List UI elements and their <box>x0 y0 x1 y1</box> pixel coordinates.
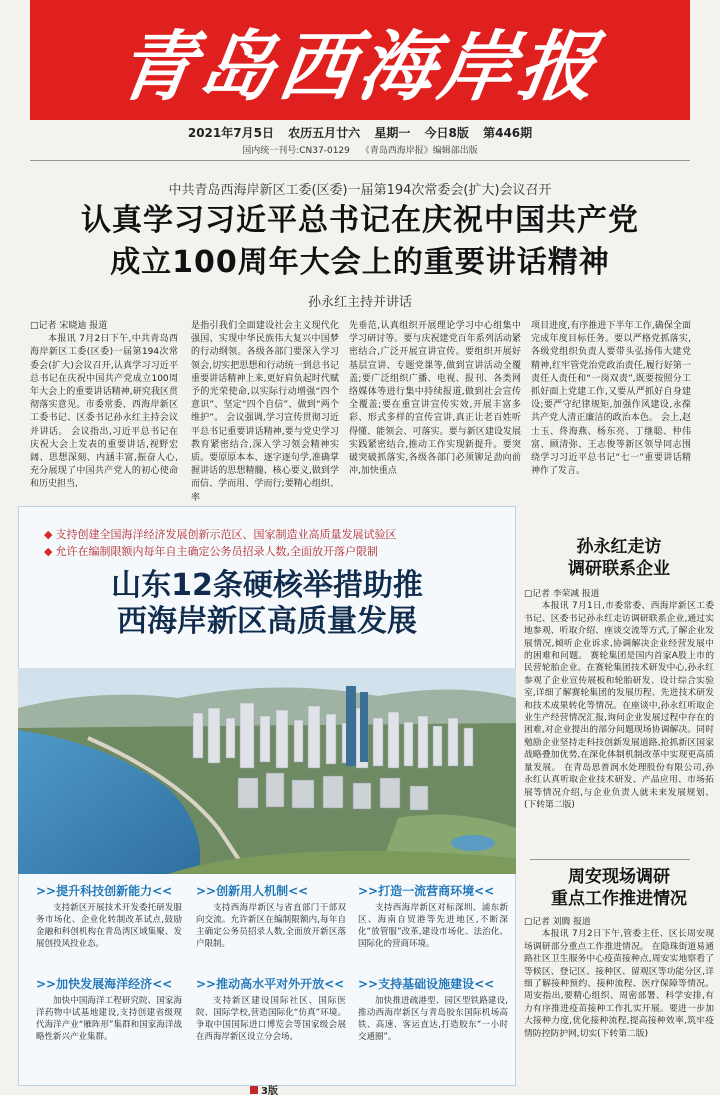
lead-column <box>191 320 339 505</box>
feature-point <box>196 884 346 950</box>
headline-line: 成立100周年大会上的重要讲话精神 <box>110 245 610 280</box>
side-byline: □记者 刘腾 报道 <box>524 917 591 927</box>
square-icon <box>250 1086 258 1094</box>
side-story <box>524 866 714 1040</box>
divider <box>530 859 690 860</box>
point-title: >>提升科技创新能力<< <box>36 884 173 898</box>
side-story-body <box>524 916 714 1040</box>
lead-text: 本报讯 7月2日下午,中共青岛西海岸新区工委(区委)一届第194次常委会(扩大)会议召开,认真学习习近平总书记在庆祝中国共产党成立100周年大会上的重要讲话精神,研究我区贯彻落实意见。市委常委、西海岸新区工委书记、区委书记孙永红主持会议并讲话。 会议指出,习近平总书记在庆祝大会上发表的重要讲话,视野宏阔、思想深刻、内涵丰富,振奋人心,充分展现了中国共产党人的初心使命和历史担当, <box>30 334 178 490</box>
lunar-date: 农历五月廿六 <box>288 126 361 140</box>
side-story-body <box>524 588 714 811</box>
side-byline: □记者 李荣减 报道 <box>524 589 600 599</box>
lead-headline <box>0 200 720 284</box>
date: 2021年7月5日 <box>187 126 274 140</box>
lead-byline: □记者 宋晓迪 报道 <box>30 321 108 331</box>
feature-bullet: ◆ 支持创建全国海洋经济发展创新示范区、国家制造业高质量发展试验区 <box>44 528 397 541</box>
page-count: 今日8版 <box>424 126 469 140</box>
lead-text: 是指引我们全面建设社会主义现代化强国、实现中华民族伟大复兴中国梦的行动纲领。各级各部门要深入学习领会,切实把思想和行动统一到总书记重要讲话精神上来,更好肩负起时代赋予的光荣使命,以实际行动增强“四个意识”、坚定“四个自信”、做到“两个维护”。 会议强调,学习宣传贯彻习近平总书记重要讲话精神,要与党史学习教育紧密结合,深入学习领会精神实质。要原原本本、逐字逐句学,准确掌握讲话的思想精髓、核心要义,做到学而信、学而用、学而行;要精心组织、率 <box>191 321 339 503</box>
point-body: 支持新区开展技术开发委托研发服务市场化、企业化转制改革试点,鼓励金融和科创机构在青岛湾区域集聚、发展创投风投业态。 <box>36 903 182 949</box>
side-text: 本报讯 7月1日,市委常委、西海岸新区工委书记、区委书记孙永红走访调研联系企业,通过实地参观、听取介绍、座谈交流等方式,了解企业发展情况,倾听企业诉求,协调解决企业经营发展中的困难和问题。 赛轮集团是国内首家A股上市的民营轮胎企业。在赛轮集团技术研发中心,孙永红参观了企业宣传展板和轮胎研发、设计综合实验室,详细了解赛轮集团的发展历程、先进技术研发和技术成果转化等情况。在座谈中,孙永红听取企业生产经营情况汇报,询问企业发展过程中存在的困难,对企业提出的部分问题现场协调解决。同时勉励企业坚持走科技创新发展道路,抢抓新区国家战略叠加优势,在深化体制机制改革中实现更高质量发展。 在青岛思普润水处理股份有限公司,孙永红认真听取企业技术研发、产品应用、市场拓展等情况介绍,与企业负责人就未来发展规划、(下转第二版) <box>524 601 714 810</box>
side-text: 本报讯 7月2日下午,管委主任、区长周安现场调研部分重点工作推进情况。 在隐珠街道易通路社区卫生服务中心疫苗接种点,周安实地察看了等候区、登记区、接种区、留观区等功能分区,详细了解接种预约、接种流程、医疗保障等情况。 周安指出,要精心组织、周密部署、科学安排,有力有序推进疫苗接种工作扎实开展。要进一步加大接种力度,优化接种流程,提高接种效率,筑牢疫情防控防护网,切实(下转第二版) <box>524 929 714 1039</box>
registration-info <box>0 143 720 156</box>
feature-bullet: ◆ 允许在编制限额内每年自主确定公务员招录人数,全面放开落户限制 <box>44 545 378 558</box>
side-story-title <box>524 866 714 910</box>
weekday: 星期一 <box>374 126 411 140</box>
lead-column <box>30 320 178 492</box>
point-body: 支持西海岸新区对标深圳、浦东新区、海南自贸港等先进地区,不断深化“放管服”改革,建设市场化、法治化、国际化的营商环境。 <box>358 903 508 949</box>
feature-point <box>36 884 182 950</box>
point-title: >>加快发展海洋经济<< <box>36 977 173 991</box>
point-title: >>推动高水平对外开放<< <box>196 977 345 991</box>
feature-point <box>358 884 508 950</box>
point-body: 支持西海岸新区与省直部门干部双向交流。允许新区在编制限额内,每年自主确定公务员招录人数,全面放开新区落户限制。 <box>196 903 346 949</box>
feature-title <box>18 568 516 640</box>
point-body: 加快推进疏港型、园区型铁路建设,推动西海岸新区与青岛胶东国际机场高铁、高速、客运直达,打造胶东“一小时交通圈”。 <box>358 996 508 1042</box>
feature-title-line: 西海岸新区高质量发展 <box>117 604 417 639</box>
point-title: >>创新用人机制<< <box>196 884 309 898</box>
diamond-icon: ◆ <box>44 545 53 558</box>
side-title-line: 调研联系企业 <box>568 559 670 579</box>
masthead <box>30 0 690 120</box>
aerial-city-photo <box>18 668 516 874</box>
lead-subhead: 孙永红主持并讲话 <box>307 295 412 310</box>
point-body: 支持新区建设国际社区、国际医院、国际学校,营造国际化“仿真”环境。争取中国国际进口博览会等国家级会展在西海岸新区设立分会场。 <box>196 996 346 1042</box>
lead-column <box>531 320 691 478</box>
cn-number: 国内统一刊号:CN37-0129 <box>242 146 350 156</box>
side-title-line: 重点工作推进情况 <box>551 889 687 909</box>
feature-point <box>196 977 346 1043</box>
masthead-title: 青岛西海岸报 <box>112 21 606 111</box>
point-title: >>打造一流营商环境<< <box>358 884 495 898</box>
side-title-line: 周安现场调研 <box>568 867 670 887</box>
side-story <box>524 536 714 811</box>
point-body: 加快中国海洋工程研究院、国家海洋药物中试基地建设,支持创建省级现代海洋产业“雁阵形”集群和国家海洋战略性新兴产业集群。 <box>36 996 182 1042</box>
lead-column <box>349 320 521 478</box>
page-tag: 3版 <box>250 1082 278 1095</box>
diamond-icon: ◆ <box>44 528 53 541</box>
side-title-line: 孙永红走访 <box>576 537 662 557</box>
side-story-title <box>524 536 714 580</box>
lead-text: 项目进度,有序推进下半年工作,确保全面完成年度目标任务。要以严格党抓落实,各级党组织负责人要带头弘扬伟大建党精神,红牢管党治党政治责任,履行好第一责任人责任和“一岗双责”,既要按照分工抓好面上党建工作,又要从严抓好自身建设;要严守纪律规矩,加强作风建设,永葆共产党人清正廉洁的政治本色。 会上,赵士玉、佟海燕、杨东亮、丁继聪、仲伟富、顾清弥、王志俊等新区领导同志围绕学习习近平总书记“七一”重要讲话精神作了发言。 <box>531 321 691 477</box>
lead-text: 先垂范,认真组织开展理论学习中心组集中学习研讨等。要与庆祝建党百年系列活动紧密结合,广泛开展宣讲宣传。要组织开展好基层宣讲、专题党课等,做到宣讲活动全覆盖;要广泛组织广播、电视、报刊、各类网络媒体等进行集中持续报道,做到社会宣传全覆盖;要在重宣讲宣传实效,开展丰富多彩、形式多样的宣传宣讲,真正让老百姓听得懂、能领会、可落实。要与新区建设发展实践紧密结合,推动工作实现新提升。要突破突破抓落实,各级各部门必须铆足劲向前冲,加快重点 <box>349 321 521 477</box>
issue-number: 第446期 <box>483 126 533 140</box>
headline-line: 认真学习习近平总书记在庆祝中国共产党 <box>81 203 639 238</box>
feature-title-line: 山东12条硬核举措助推 <box>111 568 423 603</box>
dateline <box>0 124 720 141</box>
lead-kicker: 中共青岛西海岸新区工委(区委)一届第194次常委会(扩大)会议召开 <box>168 183 552 198</box>
feature-point <box>358 977 508 1043</box>
point-title: >>支持基础设施建设<< <box>358 977 495 991</box>
publisher: 《青岛西海岸报》编辑部出版 <box>360 146 478 156</box>
divider <box>30 160 690 161</box>
feature-point <box>36 977 182 1043</box>
